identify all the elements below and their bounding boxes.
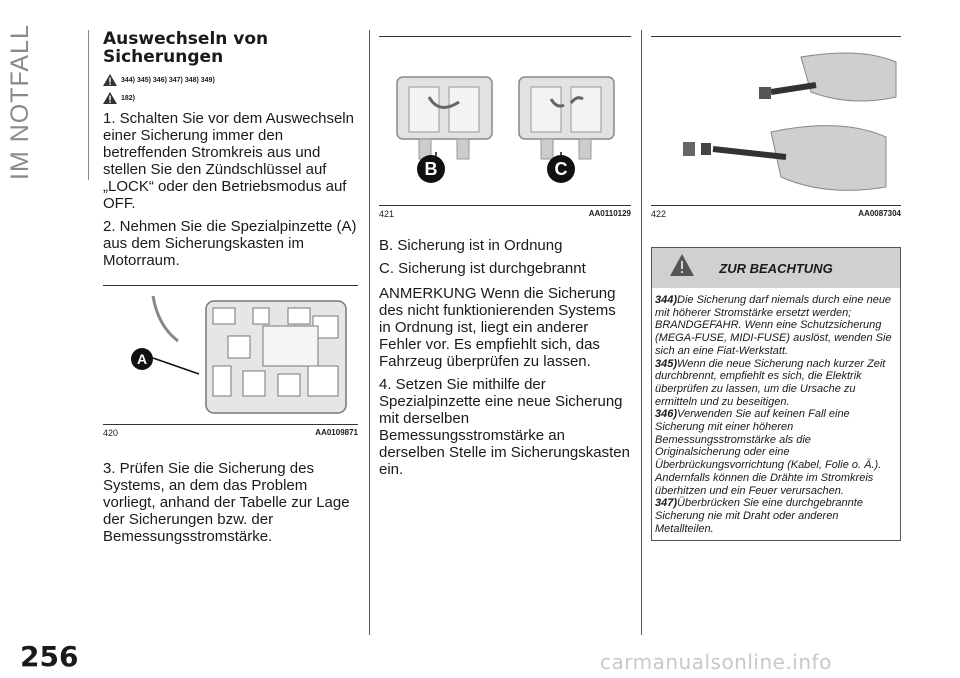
warning-triangle-icon	[103, 74, 117, 86]
caution-item	[655, 408, 895, 497]
note-text: ANMERKUNG Wenn die Sicherung des nicht funktionierenden Systems in Ordnung ist, liegt ein anderer Fehler vor. Es empfiehlt sich, das Fahrzeug überprüfen zu lassen.	[379, 285, 616, 370]
warning-refs-row	[103, 74, 358, 86]
caution-item-text: Verwenden Sie auf keinen Fall eine Sicherung mit einer höheren Bemessungsstromstärke als die Originalsicherung oder eine Überbrückungsvorrichtung (Kabel, Folie o. Ä.). Andernfalls können die Drähte im Stromkreis überhitzen und ein Feuer verursachen.	[655, 408, 882, 497]
page-number: 256	[20, 640, 79, 673]
heading-line-2: Sicherungen	[103, 47, 224, 67]
fuse-ok-text: B. Sicherung ist in Ordnung	[379, 237, 563, 254]
figure-caption	[379, 209, 631, 219]
figure-code: AA0110129	[588, 209, 631, 218]
figure-code: AA0109871	[315, 428, 358, 437]
callout-label-a: A	[131, 348, 153, 370]
section-heading	[103, 30, 358, 66]
figure-number: 422	[651, 209, 667, 219]
caution-item	[655, 497, 895, 535]
figure-422	[651, 36, 901, 206]
caution-item-number: 347)	[655, 497, 678, 510]
figure-421	[379, 36, 631, 206]
figure-caption	[103, 428, 358, 438]
figure-420	[103, 285, 358, 425]
fuse-blown-text: C. Sicherung ist durchgebrannt	[379, 260, 586, 277]
caution-item-text: Überbrücken Sie eine durchgebrannte Sicherung nie mit Draht oder anderen Metallteilen.	[655, 497, 863, 535]
warning-refs: 182)	[121, 94, 136, 102]
fuse-comparison-illustration	[379, 37, 631, 205]
column-1	[103, 30, 358, 545]
sidebar-divider	[88, 30, 89, 180]
column-2	[379, 30, 631, 478]
watermark: carmanualsonline.info	[600, 650, 832, 674]
warning-triangle-icon	[103, 92, 117, 104]
column-3	[651, 30, 901, 541]
callout-label-b: B	[417, 155, 445, 183]
column-divider	[369, 30, 370, 635]
caution-item-number: 344)	[655, 294, 678, 306]
figure-number: 421	[379, 209, 395, 219]
figure-caption	[651, 209, 901, 219]
caution-title: ZUR BEACHTUNG	[719, 260, 833, 276]
warning-refs: 344) 345) 346) 347) 348) 349)	[121, 76, 215, 84]
column-divider	[641, 30, 642, 635]
caution-item	[655, 358, 895, 409]
warning-triangle-icon	[670, 254, 694, 276]
callout-label-c: C	[547, 155, 575, 183]
caution-box	[651, 247, 901, 541]
figure-code: AA0087304	[858, 209, 901, 218]
step-1-text: 1. Schalten Sie vor dem Auswechseln einer Sicherung immer den betreffenden Stromkreis aus und stellen Sie den Zündschlüssel auf „LOCK“ oder den Betriebsmodus auf OFF.	[103, 110, 354, 212]
caution-item-number: 345)	[655, 357, 678, 370]
heading-line-1: Auswechseln von	[103, 29, 269, 49]
tweezers-hand-illustration	[651, 37, 901, 205]
step-2-text: 2. Nehmen Sie die Spezialpinzette (A) aus dem Sicherungskasten im Motorraum.	[103, 218, 357, 269]
section-title: IM NOTFALL	[6, 24, 34, 180]
caution-item	[655, 294, 895, 358]
caution-item-text: Die Sicherung darf niemals durch eine neue mit höherer Stromstärke ersetzt werden; BRANDGEFAHR. Wenn eine Schutzsicherung (MEGA-FUSE, MIDI-FUSE) auslöst, wenden Sie sich an eine Fiat-Werkstatt.	[655, 294, 892, 357]
caution-item-text: Wenn die neue Sicherung nach kurzer Zeit durchbrennt, empfiehlt es sich, die Elektrik überprüfen zu lassen, um die Ursache zu ermitteln und zu beseitigen.	[655, 357, 886, 408]
figure-number: 420	[103, 428, 119, 438]
caution-header	[652, 248, 900, 288]
caution-item-number: 346)	[655, 408, 678, 421]
step-4-text: 4. Setzen Sie mithilfe der Spezialpinzette eine neue Sicherung mit derselben Bemessungsstromstärke an derselben Stelle im Sicherungskasten ein.	[379, 376, 630, 478]
warning-refs-row	[103, 92, 358, 104]
step-3-text: 3. Prüfen Sie die Sicherung des Systems, an dem das Problem vorliegt, anhand der Tabelle zur Lage der Sicherungen bzw. der Bemessungsstromstärke.	[103, 460, 350, 545]
caution-list	[652, 288, 900, 540]
